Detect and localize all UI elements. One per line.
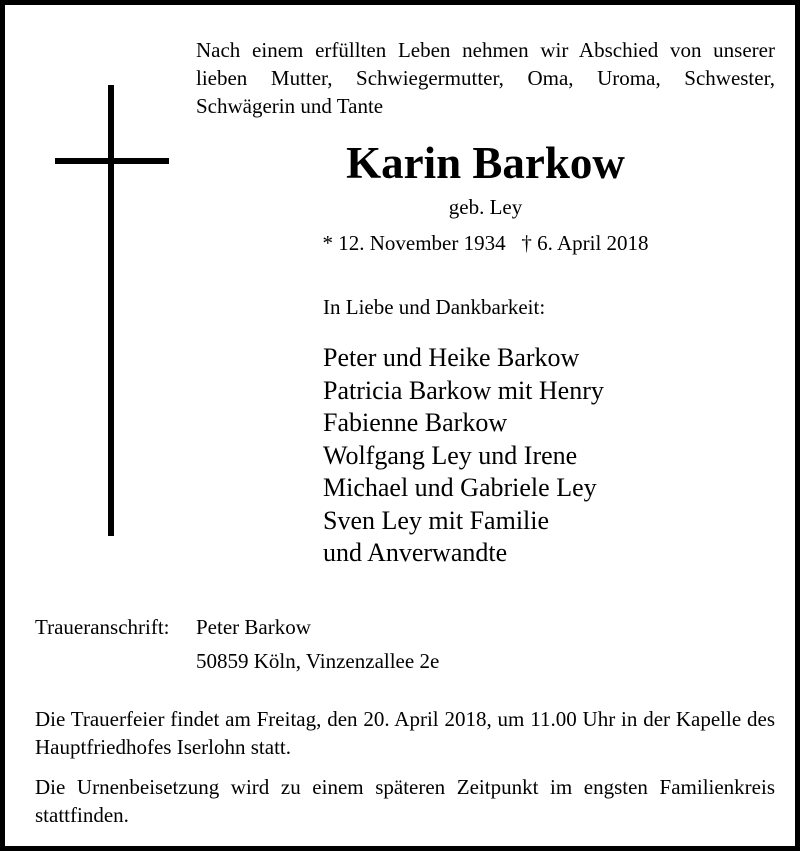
mourner: Wolfgang Ley und Irene (323, 440, 578, 470)
mourner: Michael und Gabriele Ley (323, 473, 597, 502)
address-label: Traueranschrift: (35, 615, 170, 639)
cross-icon-vertical-bar (108, 85, 114, 536)
intro-text: Nach einem erfüllten Leben nehmen wir Abschied von unserer lieben Mutter, Schwiegermutter, Oma, Uroma, Schwester, Schwägerin und Tante (196, 38, 775, 118)
mourner: Peter und Heike Barkow (323, 343, 580, 372)
burial-paragraph: Die Urnenbeisetzung wird zu einem späteren Zeitpunkt im engsten Familienkreis stattfinden. (35, 775, 775, 827)
address-name: Peter Barkow (196, 615, 311, 639)
thanks-heading: In Liebe und Dankbarkeit: (323, 295, 546, 319)
mourners-list (323, 342, 604, 570)
address-street: 50859 Köln, Vinzenzallee 2e (196, 649, 440, 673)
deceased-name: Karin Barkow (346, 138, 625, 188)
cross-icon-horizontal-bar (55, 158, 169, 164)
ceremony-paragraph: Die Trauerfeier findet am Freitag, den 20. April 2018, um 11.00 Uhr in der Kapelle des Hauptfriedhofes Iserlohn statt. (35, 707, 775, 759)
life-dates (196, 229, 775, 257)
mourner: Sven Ley mit Familie (323, 505, 550, 535)
mourner: Fabienne Barkow (323, 408, 508, 437)
mourner: und Anverwandte (323, 538, 508, 567)
mourner: Patricia Barkow mit Henry (323, 375, 604, 405)
death-date: † 6. April 2018 (521, 231, 649, 255)
born-name: geb. Ley (448, 195, 523, 219)
birth-date: * 12. November 1934 (322, 231, 506, 255)
